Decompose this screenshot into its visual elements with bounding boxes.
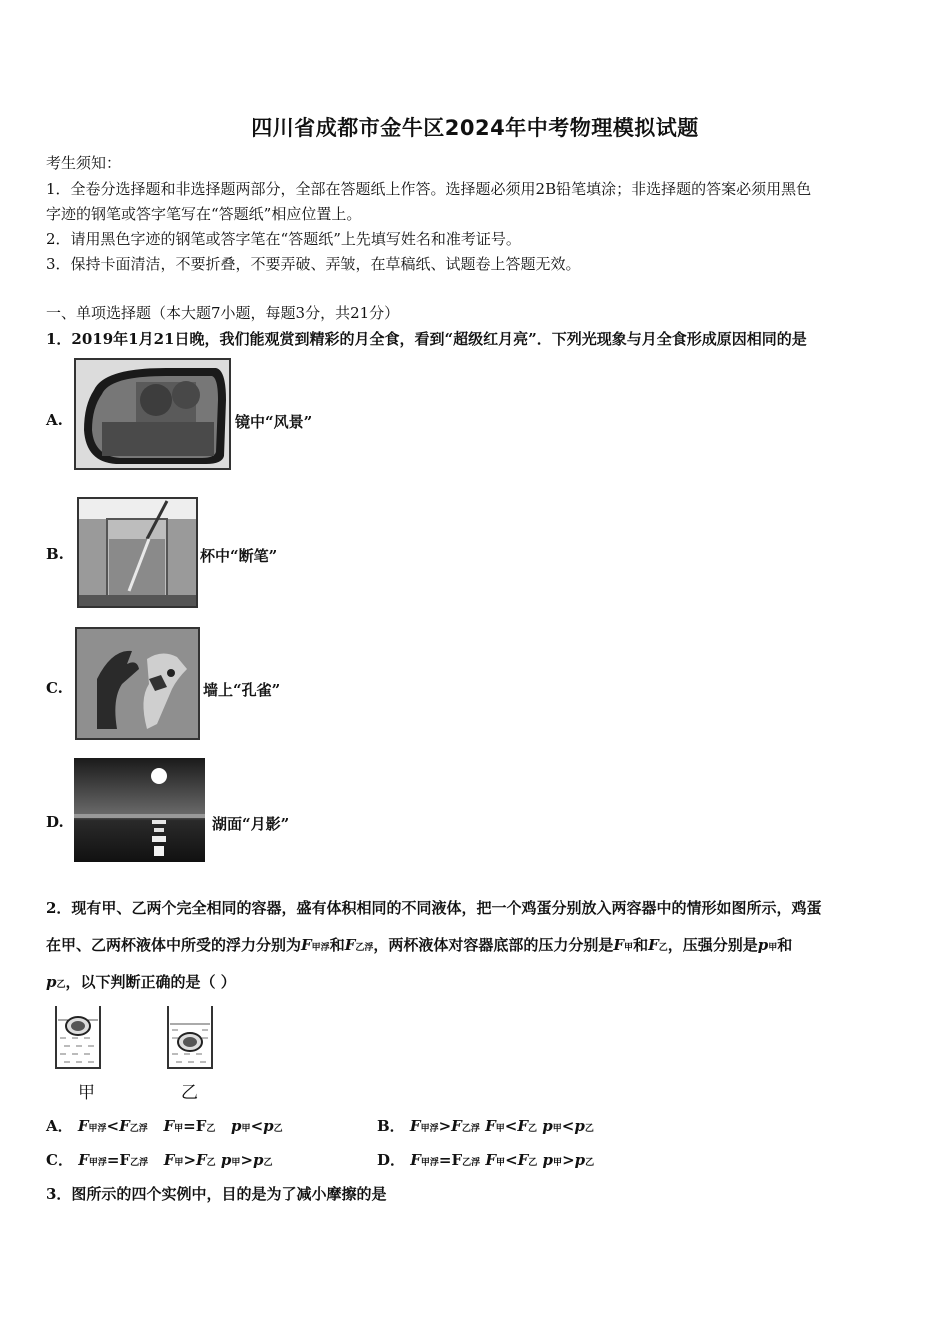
moon-image [74, 758, 205, 862]
beakers-figure [50, 1004, 230, 1074]
q2-option-b: B． F甲浮>F乙浮 F甲<F乙 p甲<p乙 [377, 1117, 594, 1135]
q1-option-a-label: A. [46, 411, 63, 429]
q2-stem-line3: p乙，以下判断正确的是（ ） [46, 973, 236, 991]
q1-option-a-caption: 镜中“风景” [235, 413, 313, 431]
glass-image [77, 497, 198, 608]
q2-stem-line1: 2．现有甲、乙两个完全相同的容器，盛有体积相同的不同液体，把一个鸡蛋分别放入两容器中的情形如图所示，鸡蛋 [46, 899, 822, 917]
q1-option-d-caption: 湖面“月影” [212, 815, 290, 833]
q2-stem-line2: 在甲、乙两杯液体中所受的浮力分别为F甲浮和F乙浮，两杯液体对容器底部的压力分别是F甲和F乙，压强分别是p甲和 [46, 936, 793, 954]
q2-option-c: C． F甲浮=F乙浮 F甲>F乙 p甲>p乙 [46, 1151, 273, 1169]
q1-option-c-label: C. [46, 679, 63, 697]
beaker-label-jia: 甲 [78, 1083, 95, 1103]
beaker-yi [168, 1006, 212, 1068]
notice-heading: 考生须知： [46, 154, 122, 172]
beaker-jia [56, 1006, 100, 1068]
q1-option-b-label: B. [46, 545, 64, 563]
section-heading: 一、单项选择题（本大题7小题，每题3分，共21分） [46, 304, 400, 322]
notice-item-1: 1．全卷分选择题和非选择题两部分，全部在答题纸上作答。选择题必须用2B铅笔填涂；非选择题的答案必须用黑色 [46, 180, 812, 198]
mirror-image [74, 358, 231, 470]
q2-option-d: D． F甲浮=F乙浮 F甲<F乙 p甲>p乙 [377, 1151, 595, 1169]
page-title: 四川省成都市金牛区2024年中考物理模拟试题 [251, 116, 699, 140]
notice-item-1-cont: 字迹的钢笔或答字笔写在“答题纸”相应位置上。 [46, 205, 362, 223]
q1-option-d-label: D. [46, 813, 64, 831]
q3-stem: 3．图所示的四个实例中，目的是为了减小摩擦的是 [46, 1185, 387, 1203]
shadow-image [75, 627, 200, 740]
q1-option-c-caption: 墙上“孔雀” [203, 681, 281, 699]
beaker-label-yi: 乙 [181, 1083, 198, 1103]
q1-stem: 1．2019年1月21日晚，我们能观赏到精彩的月全食，看到“超级红月亮”．下列光现象与月全食形成原因相同的是 [46, 330, 807, 348]
q1-option-b-caption: 杯中“断笔” [200, 547, 278, 565]
q2-option-a: A． F甲浮<F乙浮 F甲=F乙 p甲<p乙 [46, 1117, 283, 1135]
notice-item-2: 2．请用黑色字迹的钢笔或答字笔在“答题纸”上先填写姓名和准考证号。 [46, 230, 521, 248]
notice-item-3: 3．保持卡面清洁，不要折叠，不要弄破、弄皱，在草稿纸、试题卷上答题无效。 [46, 255, 581, 273]
